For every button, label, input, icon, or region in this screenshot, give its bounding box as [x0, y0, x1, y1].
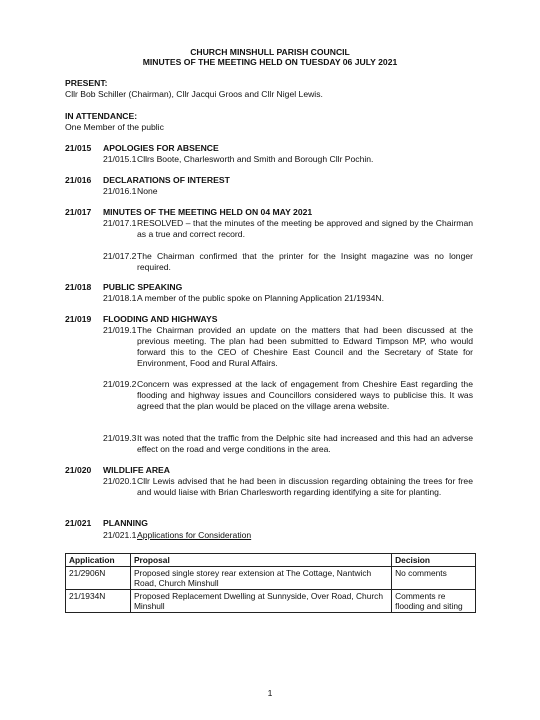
item-number: 21/015.1	[103, 154, 137, 164]
section-heading	[65, 518, 148, 529]
minute-item	[103, 186, 475, 197]
table-row	[66, 590, 476, 613]
section-number: 21/018	[65, 282, 92, 292]
item-number: 21/021.1	[103, 530, 137, 540]
section-title: WILDLIFE AREA	[103, 465, 170, 475]
section-title: PUBLIC SPEAKING	[103, 282, 183, 292]
attendance-block	[65, 111, 164, 133]
item-number: 21/019.3	[103, 433, 137, 443]
minute-item	[103, 218, 475, 240]
item-text: The Chairman provided an update on the matters that had been discussed at the previous meeting. The plan had been submitted to Edward Timpson MP, who would forward this to the CEO of Cheshire East Council and the Secretary of State for Environment, Food and Rural Affairs.	[137, 325, 473, 368]
item-text: Concern was expressed at the lack of engagement from Cheshire East regarding the flooding and highway issues and Councillors considered ways to publicise this. It was agreed that the plan would be placed on the village arena website.	[137, 379, 473, 411]
item-text: The Chairman confirmed that the printer for the Insight magazine was no longer required.	[137, 251, 473, 272]
minute-item	[103, 530, 475, 541]
present-block	[65, 78, 323, 100]
section-title: APOLOGIES FOR ABSENCE	[103, 143, 219, 153]
council-name: CHURCH MINSHULL PARISH COUNCIL	[190, 47, 350, 57]
item-text: It was noted that the traffic from the Delphic site had increased and this had an adverse effect on the road and verge conditions in the area.	[137, 433, 473, 454]
attendance-text: One Member of the public	[65, 122, 164, 132]
item-number: 21/017.1	[103, 218, 137, 228]
item-text: A member of the public spoke on Planning Application 21/1934N.	[137, 293, 384, 303]
minute-item	[103, 154, 475, 165]
item-text: Cllr Lewis advised that he had been in discussion regarding obtaining the trees for free and would liaise with Brian Charlesworth regarding identifying a site for planting.	[137, 476, 473, 497]
application-ref: 21/2906N	[66, 567, 131, 590]
section-title: FLOODING AND HIGHWAYS	[103, 314, 218, 324]
section-title: PLANNING	[103, 518, 148, 528]
minute-item	[103, 433, 475, 455]
section-number: 21/015	[65, 143, 92, 153]
section-heading	[65, 207, 312, 218]
minute-item	[103, 476, 475, 498]
item-number: 21/018.1	[103, 293, 137, 303]
application-ref: 21/1934N	[66, 590, 131, 613]
section-number: 21/019	[65, 314, 92, 324]
proposal-text: Proposed Replacement Dwelling at Sunnyside, Over Road, Church Minshull	[130, 590, 391, 613]
item-text: Cllrs Boote, Charlesworth and Smith and Borough Cllr Pochin.	[137, 154, 374, 164]
section-heading	[65, 143, 219, 154]
item-number: 21/019.1	[103, 325, 137, 335]
section-number: 21/017	[65, 207, 92, 217]
section-title: DECLARATIONS OF INTEREST	[103, 175, 230, 185]
item-text: RESOLVED – that the minutes of the meeting be approved and signed by the Chairman as a true and correct record.	[137, 218, 473, 239]
section-number: 21/020	[65, 465, 92, 475]
item-number: 21/020.1	[103, 476, 137, 486]
decision-text: Comments re flooding and siting	[392, 590, 476, 613]
meeting-title: MINUTES OF THE MEETING HELD ON TUESDAY 06 JULY 2021	[142, 57, 398, 67]
page-number: 1	[267, 688, 273, 698]
column-header: Application	[66, 554, 131, 567]
section-heading	[65, 175, 230, 186]
table-header-row	[66, 554, 476, 567]
planning-applications-table	[65, 553, 476, 613]
attendance-label: IN ATTENDANCE:	[65, 111, 138, 121]
minute-item	[103, 379, 475, 412]
item-subheading: Applications for Consideration	[137, 530, 252, 540]
minute-item	[103, 293, 475, 304]
column-header: Decision	[392, 554, 476, 567]
item-number: 21/019.2	[103, 379, 137, 389]
item-text: None	[137, 186, 158, 196]
item-number: 21/016.1	[103, 186, 137, 196]
section-number: 21/021	[65, 518, 92, 528]
minute-item	[103, 325, 475, 369]
table-row	[66, 567, 476, 590]
section-heading	[65, 465, 170, 476]
section-heading	[65, 314, 217, 325]
minute-item	[103, 251, 475, 273]
proposal-text: Proposed single storey rear extension at The Cottage, Nantwich Road, Church Minshull	[130, 567, 391, 590]
section-title: MINUTES OF THE MEETING HELD ON 04 MAY 2021	[103, 207, 313, 217]
item-number: 21/017.2	[103, 251, 137, 261]
section-number: 21/016	[65, 175, 92, 185]
present-text: Cllr Bob Schiller (Chairman), Cllr Jacqui Groos and Cllr Nigel Lewis.	[65, 89, 323, 99]
present-label: PRESENT:	[65, 78, 108, 88]
column-header: Proposal	[130, 554, 391, 567]
decision-text: No comments	[392, 567, 476, 590]
section-heading	[65, 282, 182, 293]
